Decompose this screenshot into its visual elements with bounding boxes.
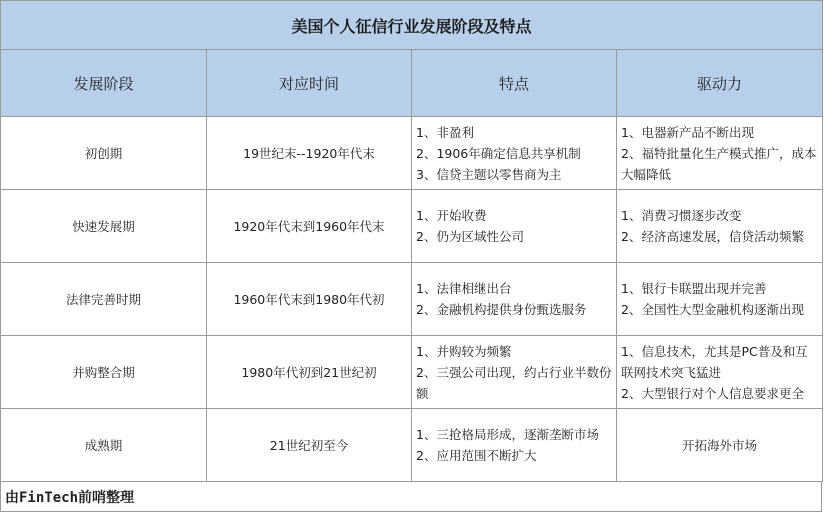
source-note: 由FinTech前哨整理 bbox=[5, 490, 135, 506]
stage-cell: 快速发展期 bbox=[1, 190, 207, 263]
time-cell: 19世纪末--1920年代末 bbox=[207, 117, 412, 190]
table-row bbox=[1, 117, 823, 190]
feature-item: 1、非盈利 bbox=[416, 124, 474, 140]
features-cell bbox=[412, 263, 617, 336]
driver-item: 2、全国性大型金融机构逐渐出现 bbox=[621, 302, 804, 317]
driver-item: 1、消费习惯逐步改变 bbox=[621, 208, 742, 223]
stage-cell: 成熟期 bbox=[1, 409, 207, 482]
driver-item: 1、银行卡联盟出现并完善 bbox=[621, 281, 767, 296]
time-cell: 1920年代末到1960年代末 bbox=[207, 190, 412, 263]
feature-item: 2、1906年确定信息共享机制 bbox=[416, 145, 581, 161]
driver-item: 1、信息技术，尤其是PC普及和互联网技术突飞猛进 bbox=[621, 343, 808, 380]
feature-item: 2、应用范围不断扩大 bbox=[416, 448, 537, 463]
table-row bbox=[1, 263, 823, 336]
feature-item: 1、开始收费 bbox=[416, 208, 487, 223]
time-cell: 21世纪初至今 bbox=[207, 409, 412, 482]
table-row bbox=[1, 409, 823, 482]
feature-item: 1、三抢格局形成，逐渐垄断市场 bbox=[416, 427, 599, 442]
drivers-cell bbox=[617, 117, 823, 190]
source-footer bbox=[0, 482, 822, 512]
features-cell bbox=[412, 409, 617, 482]
feature-item: 2、三强公司出现，约占行业半数份额 bbox=[416, 364, 612, 401]
table-title: 美国个人征信行业发展阶段及特点 bbox=[1, 1, 823, 50]
feature-item: 1、并购较为频繁 bbox=[416, 343, 512, 359]
header-drivers: 驱动力 bbox=[617, 50, 823, 117]
header-time: 对应时间 bbox=[207, 50, 412, 117]
driver-item: 2、大型银行对个人信息要求更全 bbox=[621, 385, 804, 401]
table-row bbox=[1, 336, 823, 409]
features-cell bbox=[412, 336, 617, 409]
drivers-cell bbox=[617, 336, 823, 409]
stage-cell: 法律完善时期 bbox=[1, 263, 207, 336]
features-cell bbox=[412, 117, 617, 190]
drivers-cell bbox=[617, 190, 823, 263]
time-cell: 1980年代初到21世纪初 bbox=[207, 336, 412, 409]
driver-item: 1、电器新产品不断出现 bbox=[621, 124, 754, 140]
time-cell: 1960年代末到1980年代初 bbox=[207, 263, 412, 336]
feature-item: 3、信贷主题以零售商为主 bbox=[416, 166, 562, 182]
stage-cell: 并购整合期 bbox=[1, 336, 207, 409]
feature-item: 1、法律相继出台 bbox=[416, 281, 512, 296]
features-cell bbox=[412, 190, 617, 263]
stage-cell: 初创期 bbox=[1, 117, 207, 190]
header-features: 特点 bbox=[412, 50, 617, 117]
driver-item: 2、福特批量化生产模式推广，成本大幅降低 bbox=[621, 145, 817, 182]
feature-item: 2、金融机构提供身份甄选服务 bbox=[416, 302, 587, 317]
header-stage: 发展阶段 bbox=[1, 50, 207, 117]
feature-item: 2、仍为区域性公司 bbox=[416, 229, 524, 244]
drivers-cell bbox=[617, 263, 823, 336]
driver-item: 2、经济高速发展，信贷活动频繁 bbox=[621, 229, 804, 244]
drivers-cell: 开拓海外市场 bbox=[617, 409, 823, 482]
table-row bbox=[1, 190, 823, 263]
